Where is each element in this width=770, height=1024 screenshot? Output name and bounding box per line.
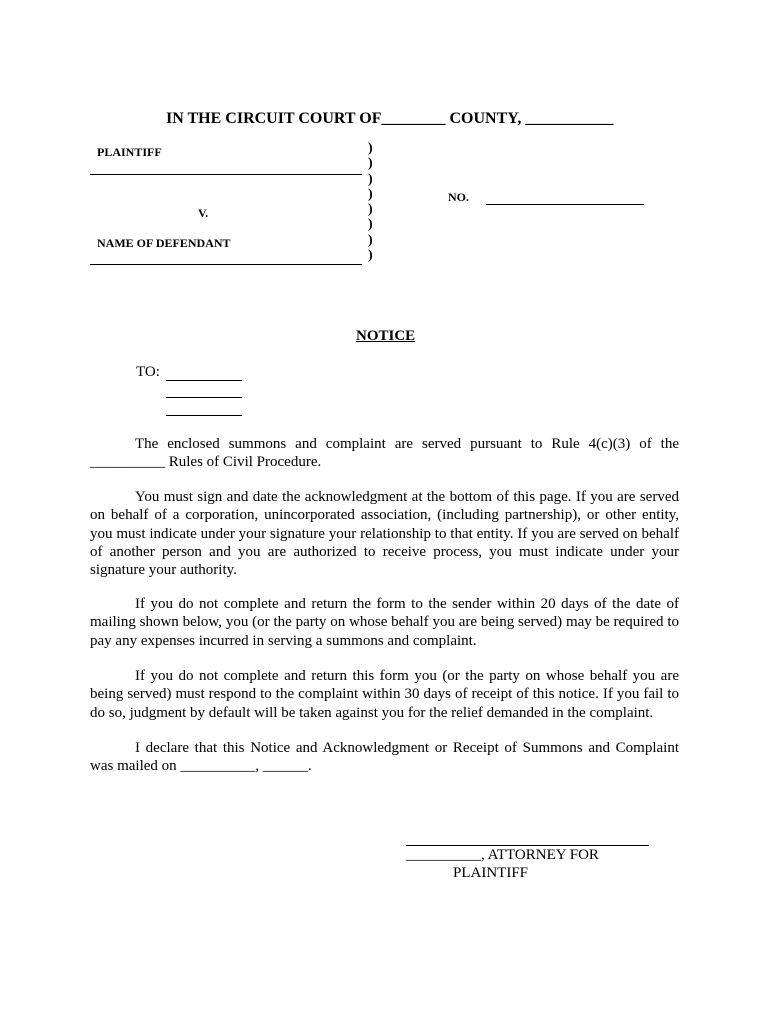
recipient-line-3[interactable]: [166, 415, 242, 416]
plaintiff-signature-label: PLAINTIFF: [453, 865, 529, 881]
signature-block: [406, 846, 599, 882]
plaintiff-name-line[interactable]: [90, 174, 362, 175]
paragraph-rule-citation: The enclosed summons and complaint are served pursuant to Rule 4(c)(3) of the __________ Rules of Civil Procedure.: [90, 436, 679, 471]
defendant-label: NAME OF DEFENDANT: [97, 236, 231, 250]
defendant-name-line[interactable]: [90, 264, 362, 265]
case-number-label: NO.: [448, 190, 469, 204]
versus-label: V.: [198, 206, 209, 220]
caption-paren: ): [368, 217, 373, 233]
recipient-line-1[interactable]: [166, 380, 242, 381]
caption-paren: ): [368, 202, 373, 218]
paragraph-mailing-declaration: I declare that this Notice and Acknowledgment or Receipt of Summons and Complaint was mailed on __________, ______.: [90, 740, 679, 775]
caption-parentheses: [368, 141, 373, 263]
paragraph-expenses: If you do not complete and return the form to the sender within 20 days of the date of mailing shown below, you (or the party on whose behalf you are being served) may be required to pay any expenses incurred in serving a summons and complaint.: [90, 596, 679, 649]
caption-paren: ): [368, 186, 373, 202]
attorney-for-label: __________, ATTORNEY FOR: [406, 847, 599, 863]
caption-paren: ): [368, 171, 373, 187]
caption-paren: ): [368, 248, 373, 264]
caption-paren: ): [368, 141, 373, 156]
caption-paren: ): [368, 156, 373, 172]
plaintiff-label: PLAINTIFF: [97, 145, 162, 159]
notice-title: NOTICE: [356, 328, 416, 344]
to-label: TO:: [136, 364, 160, 380]
paragraph-acknowledgment: You must sign and date the acknowledgment at the bottom of this page. If you are served on behalf of a corporation, unincorporated association, (including partnership), or other entity, you must indicate under your signature your relationship to that entity. If you are served on behalf of another person and you are authorized to receive process, you must indicate under your signature your authority.: [90, 489, 679, 579]
recipient-line-2[interactable]: [166, 397, 242, 398]
paragraph-default-judgment: If you do not complete and return this form you (or the party on whose behalf you are being served) must respond to the complaint within 30 days of receipt of this notice. If you fail to do so, judgment by default will be taken against you for the relief demanded in the complaint.: [90, 668, 679, 721]
court-title: IN THE CIRCUIT COURT OF________ COUNTY, ___________: [166, 110, 614, 127]
case-number-line[interactable]: [486, 204, 644, 205]
caption-paren: ): [368, 232, 373, 248]
